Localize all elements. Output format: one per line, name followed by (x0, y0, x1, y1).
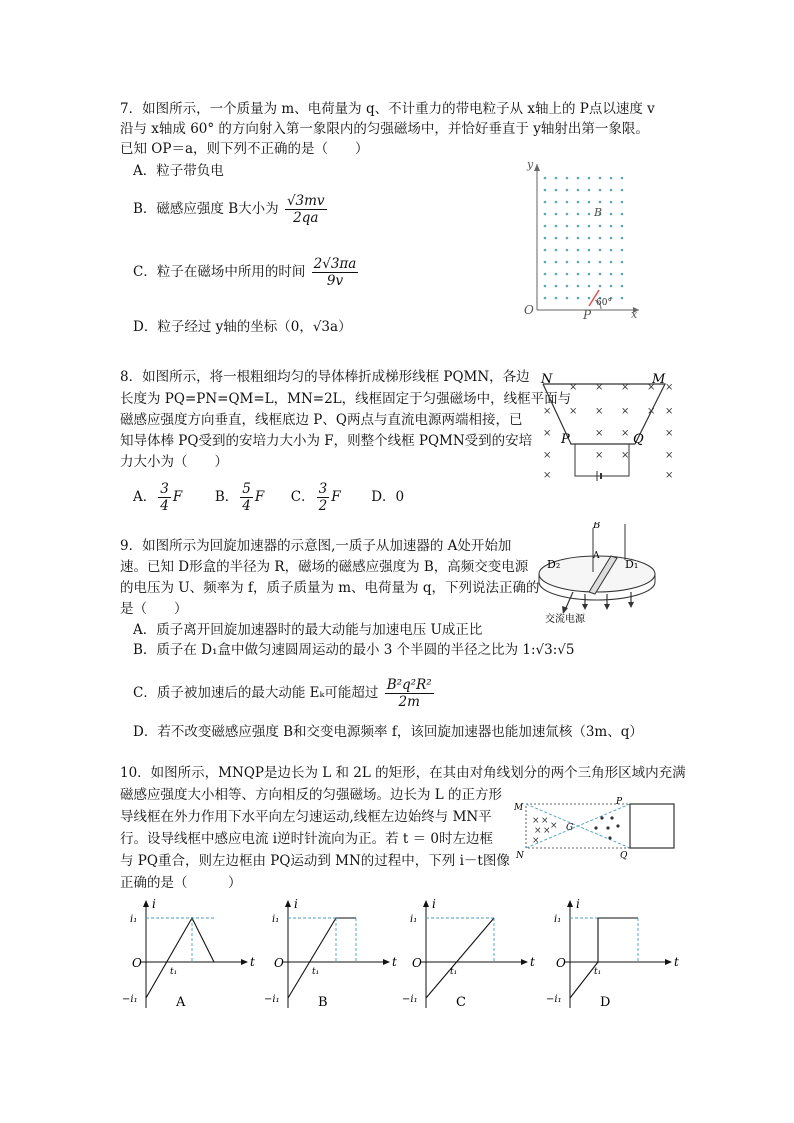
q9-down-arrow-1-head-icon (562, 606, 568, 614)
q7-field-dot (577, 225, 580, 228)
graph-i-label: i (294, 897, 298, 911)
q7-field-dot (577, 189, 580, 192)
q8-field-cross: × (595, 428, 604, 439)
q7-field-dot (577, 213, 580, 216)
q8-field-cross: × (665, 406, 674, 417)
graph-i1-label: i₁ (554, 914, 562, 925)
q10-line-1: 10．如图所示，MNQP是边长为 L 和 2L 的矩形，在其由对角线划分的两个三角形区域内充满 (120, 765, 686, 781)
q7-line-3: 已知 OP＝a，则下列不正确的是（ ） (120, 141, 369, 157)
q8-option-c[interactable]: C． $\frac{3}{2}$ F (290, 481, 341, 514)
graph-mark (383, 959, 390, 965)
graph-mark (426, 918, 494, 998)
q8-field-cross: × (621, 428, 630, 439)
q7-field-dot (588, 261, 591, 264)
q7-field-dot (566, 249, 569, 252)
q9-option-c-text: C．质子被加速后的最大动能 Eₖ可能超过 (133, 685, 379, 701)
q8-field-cross: × (543, 406, 552, 417)
q8-line-3: 磁感应强度方向垂直，线框底边 P、Q两点与直流电源两端相接，已 (120, 412, 523, 428)
q7-field-dot (588, 201, 591, 204)
graph-neg-i1-label: −i₁ (122, 994, 138, 1005)
q7-field-dot (588, 285, 591, 288)
q9-line-4: 是（ ） (120, 601, 188, 617)
q8-field-cross: × (569, 382, 578, 393)
q9-option-c[interactable] (133, 677, 436, 710)
q10-field-figure (510, 796, 684, 860)
q7-field-dot (566, 177, 569, 180)
q7-field-dot (610, 213, 613, 216)
q9-source-label: 交流电源 (545, 614, 585, 624)
q7-field-dot (544, 213, 547, 216)
q9-d1-label: D₁ (625, 558, 639, 571)
graph-mark (288, 918, 356, 998)
graph-t-label: t (530, 955, 535, 969)
q7-field-dot (588, 177, 591, 180)
q7-x-label: x (631, 308, 638, 320)
q7-field-dot (577, 285, 580, 288)
q7-magnetic-field-figure (515, 160, 645, 320)
q7-field-dot (555, 249, 558, 252)
q7-field-dot (610, 189, 613, 192)
graph-i-label: i (432, 897, 436, 911)
graph-origin-label: O (132, 956, 142, 970)
q7-option-c-fraction: $\frac{2√3\pi a}{9v}$ (313, 256, 357, 289)
q9-line-2: 速。已知 D形盒的半径为 R，磁场的磁感应强度为 B，高频交变电源 (120, 559, 529, 575)
q7-field-dot (555, 177, 558, 180)
q7-field-dot (577, 201, 580, 204)
q7-option-a[interactable]: A．粒子带负电 (133, 163, 224, 179)
graph-option-label: B (318, 995, 328, 1010)
q10-square-coil (630, 804, 674, 848)
q7-field-dot (566, 213, 569, 216)
q10-line-3: 导线框在外力作用下水平向左匀速运动,线框左边始终与 MN平 (120, 809, 492, 825)
q8-option-d[interactable]: D．0 (371, 489, 405, 505)
q7-field-dot (566, 297, 569, 300)
q7-field-dot (610, 237, 613, 240)
q8-field-cross: × (543, 470, 552, 481)
graph-mark (143, 900, 149, 907)
q7-field-dot (544, 249, 547, 252)
q7-option-b-fraction: $\frac{√3mv}{2qa}$ (286, 193, 325, 226)
q9-down-arrow-2-head-icon (582, 604, 588, 610)
q8-field-cross: × (595, 450, 604, 461)
q7-field-dot (599, 177, 602, 180)
q8-field-cross: × (543, 428, 552, 439)
q8-trapezoid-figure (535, 372, 675, 484)
q7-field-dot (621, 273, 624, 276)
q7-field-dot (599, 273, 602, 276)
q9-line-1: 9．如图所示为回旋加速器的示意图,一质子从加速器的 A处开始加 (120, 538, 512, 554)
graph-mark (567, 900, 573, 907)
svg-text:×: × (534, 826, 542, 836)
q7-field-dot (555, 273, 558, 276)
q7-field-dot (621, 297, 624, 300)
q7-field-dot (588, 249, 591, 252)
svg-text:×: × (543, 826, 551, 836)
q10-line-2: 磁感应强度大小相等、方向相反的匀强磁场。边长为 L 的正方形 (120, 787, 503, 803)
q7-field-dot (588, 237, 591, 240)
q8-line-2: 长度为 PQ=PN=QM=L，MN=2L，线框固定于匀强磁场中，线框平面与 (120, 391, 572, 407)
q7-field-dot (555, 201, 558, 204)
graph-t1-label: t₁ (170, 967, 178, 977)
q10-line-5: 与 PQ重合，则左边框由 PQ运动到 MN的过程中，下列 i－t图像 (120, 853, 510, 869)
q7-field-dot (555, 297, 558, 300)
q9-line-3: 的电压为 U、频率为 f，质子质量为 m、电荷量为 q，下列说法正确的 (120, 580, 540, 596)
q7-field-dot (588, 189, 591, 192)
graph-mark (665, 959, 672, 965)
q7-field-dot (555, 189, 558, 192)
q7-field-dot (599, 201, 602, 204)
q7-field-dot (555, 213, 558, 216)
graph-mark (285, 900, 291, 907)
q7-field-dot (621, 285, 624, 288)
q10-graph-d[interactable] (544, 896, 684, 1016)
q9-b-label: B (593, 522, 601, 531)
q9-option-a[interactable]: A．质子离开回旋加速器时的最大动能与加速电压 U成正比 (133, 622, 483, 638)
q8-field-cross: × (621, 406, 630, 417)
q7-field-dot (599, 225, 602, 228)
q8-line-1: 8．如图所示，将一根粗细均匀的导体棒折成梯形线框 PQMN，各边 (120, 369, 530, 385)
q7-field-dot (621, 213, 624, 216)
q7-field-dot (544, 177, 547, 180)
graph-option-label: C (456, 995, 466, 1010)
graph-origin-label: O (412, 956, 422, 970)
q9-d2-label: D₂ (547, 558, 561, 571)
q7-field-dot (621, 189, 624, 192)
q7-line-2: 沿与 x轴成 60° 的方向射入第一象限内的匀强磁场中，并恰好垂直于 y轴射出第一象限。 (120, 121, 649, 137)
q7-field-dot (621, 177, 624, 180)
q7-option-b[interactable] (133, 193, 329, 226)
graph-t1-label: t₁ (594, 967, 602, 977)
svg-text:×: × (550, 821, 558, 831)
graph-t1-label: t₁ (450, 967, 458, 977)
q7-field-dot (544, 201, 547, 204)
q7-field-dot (610, 261, 613, 264)
q7-line-1: 7．如图所示，一个质量为 m、电荷量为 q、不计重力的带电粒子从 x轴上的 P点以速度 v (120, 101, 655, 117)
q10-crosses (532, 816, 558, 846)
q8-field-cross: × (621, 450, 630, 461)
graph-neg-i1-label: −i₁ (264, 994, 280, 1005)
q7-field-dot (610, 285, 613, 288)
q10-line-6: 正确的是（ ） (120, 875, 242, 891)
q7-field-dot (599, 249, 602, 252)
q7-origin-label: O (524, 303, 534, 317)
graph-i1-label: i₁ (410, 914, 418, 925)
q10-line-4: 行。设导线框中感应电流 i逆时针流向为正。若 t ＝ 0时左边框 (120, 831, 493, 847)
q7-field-dot (610, 273, 613, 276)
graph-i-label: i (576, 897, 580, 911)
q9-down-arrow-4-head-icon (628, 602, 634, 608)
q7-field-dot (555, 237, 558, 240)
graph-t-label: t (674, 955, 679, 969)
q7-field-dot (577, 297, 580, 300)
q8-option-b[interactable]: B． $\frac{5}{4}$ F (214, 481, 265, 514)
q7-field-dot (544, 225, 547, 228)
graph-neg-i1-label: −i₁ (546, 994, 562, 1005)
graph-origin-label: O (274, 956, 284, 970)
q7-angle-label: 60° (596, 298, 612, 308)
graph-origin-label: O (556, 956, 566, 970)
q7-field-dot (555, 285, 558, 288)
graph-option-label: A (176, 995, 186, 1010)
q9-a-label: A (593, 551, 600, 561)
q8-option-a[interactable]: A． $\frac{3}{4}$ F (133, 481, 183, 514)
q7-field-dot (577, 177, 580, 180)
q10-p-label: P (616, 797, 623, 807)
q8-field-cross: × (595, 406, 604, 417)
q7-field-dot (544, 261, 547, 264)
q7-field-dot (588, 213, 591, 216)
q7-field-dot (544, 285, 547, 288)
q8-field-cross: × (647, 382, 656, 393)
q8-field-cross: × (647, 406, 656, 417)
q9-option-c-fraction: $\frac{\text{B²q²R²}}{2m}$ (386, 677, 432, 710)
q7-field-dot (610, 225, 613, 228)
q7-y-axis-arrow-icon (534, 164, 540, 171)
q10-q-label: Q (620, 851, 628, 860)
q10-m-label: M (514, 803, 524, 813)
q7-field-dot (566, 225, 569, 228)
q7-b-label: B (594, 206, 603, 219)
q7-field-dot (566, 189, 569, 192)
graph-t-label: t (250, 955, 255, 969)
q9-down-arrow-1 (565, 592, 573, 610)
q8-q-label: Q (633, 432, 644, 447)
q9-cyclotron-figure (535, 522, 665, 624)
q7-field-dot (544, 189, 547, 192)
q7-field-dot (588, 273, 591, 276)
q7-field-dot (555, 225, 558, 228)
q7-field-dot (566, 273, 569, 276)
q7-field-dot (577, 237, 580, 240)
q7-field-dot (599, 189, 602, 192)
q8-field-cross: × (621, 382, 630, 393)
q7-field-dot (566, 237, 569, 240)
q7-field-dot (577, 249, 580, 252)
q7-field-dot (621, 249, 624, 252)
q10-dots (594, 816, 619, 839)
svg-text:×: × (532, 836, 540, 846)
svg-text:×: × (541, 816, 549, 826)
q7-option-d[interactable]: D．粒子经过 y轴的坐标（0，√3a） (133, 319, 352, 335)
q7-field-dot (621, 237, 624, 240)
q10-graph-c[interactable] (400, 896, 540, 1016)
q7-field-dot (566, 261, 569, 264)
q7-field-dot (577, 273, 580, 276)
graph-i-label: i (152, 897, 156, 911)
q8-line-5: 力大小为（ ） (120, 454, 228, 470)
q10-n-label: N (516, 851, 524, 860)
q8-field-cross: × (569, 406, 578, 417)
q7-field-dot (621, 225, 624, 228)
q7-y-label: y (527, 160, 534, 171)
svg-text:×: × (532, 816, 540, 826)
graph-mark (423, 900, 429, 907)
q10-graph-b[interactable] (262, 896, 402, 1016)
q7-field-dot (588, 225, 591, 228)
graph-option-label: D (600, 995, 611, 1010)
q8-field-cross: × (665, 428, 674, 439)
q7-option-c[interactable] (133, 256, 360, 289)
graph-i1-label: i₁ (272, 914, 280, 925)
q10-g-label: G (566, 823, 574, 833)
graph-neg-i1-label: −i₁ (402, 994, 418, 1005)
q8-n-label: N (541, 372, 553, 387)
q7-option-b-text: B．磁感应强度 B大小为 (133, 201, 279, 217)
q7-p-label: P (583, 308, 592, 320)
q7-field-dot (621, 201, 624, 204)
q7-field-dot (610, 249, 613, 252)
q7-field-dot (544, 237, 547, 240)
q8-field-cross: × (543, 450, 552, 461)
q8-m-label: M (652, 372, 666, 387)
q8-field-cross: × (665, 382, 674, 393)
q7-field-dot (566, 201, 569, 204)
q7-field-dot (599, 285, 602, 288)
q7-field-dot (610, 201, 613, 204)
q7-field-dot (588, 297, 591, 300)
q7-field-dot (599, 237, 602, 240)
q7-field-dot (544, 297, 547, 300)
q7-field-dot (544, 273, 547, 276)
q9-down-arrow-3-head-icon (604, 604, 610, 610)
q7-field-dot (610, 177, 613, 180)
q7-field-dot (599, 261, 602, 264)
graph-i1-label: i₁ (130, 914, 138, 925)
q8-line-4: 知导体棒 PQ受到的安培力大小为 F，则整个线框 PQMN受到的安培 (120, 433, 533, 449)
q7-field-dot (577, 261, 580, 264)
q9-option-d[interactable]: D．若不改变磁感应强度 B和交变电源频率 f，该回旋加速器也能加速氚核（3m、q） (133, 724, 643, 740)
graph-t-label: t (392, 955, 397, 969)
q7-field-dots (544, 177, 624, 300)
graph-mark (521, 959, 528, 965)
graph-mark (241, 959, 248, 965)
q8-p-label: P (561, 432, 570, 447)
graph-t1-label: t₁ (312, 967, 320, 977)
q10-graph-a[interactable] (120, 896, 260, 1016)
q8-options (133, 481, 404, 514)
q7-field-dot (566, 285, 569, 288)
q8-field-cross: × (665, 470, 674, 481)
q7-field-dot (621, 261, 624, 264)
graph-mark (146, 918, 214, 998)
q8-field-cross: × (665, 450, 674, 461)
q7-option-c-text: C．粒子在磁场中所用的时间 (133, 264, 306, 280)
q7-field-dot (555, 261, 558, 264)
q8-field-cross: × (595, 382, 604, 393)
q9-option-b[interactable]: B．质子在 D₁盒中做匀速圆周运动的最小 3 个半圆的半径之比为 1:√3:√5 (133, 642, 575, 658)
